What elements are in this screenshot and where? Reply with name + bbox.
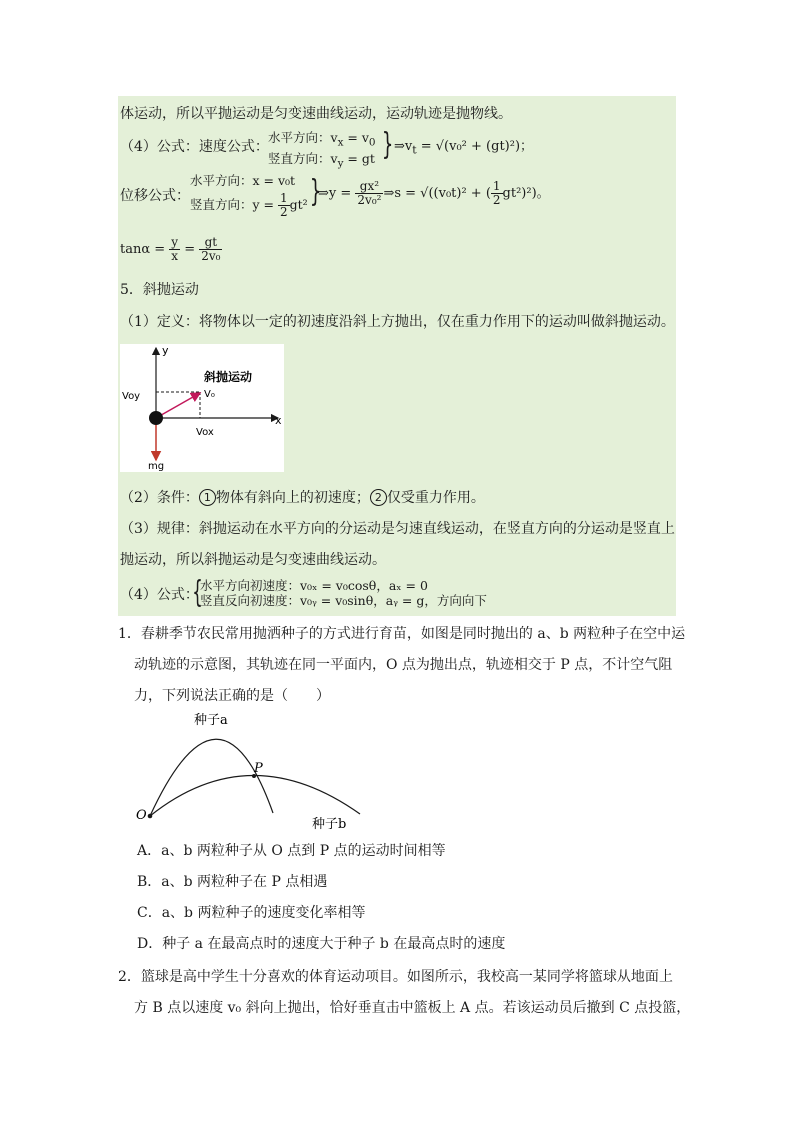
q1-line1: 1．春耕季节农民常用抛洒种子的方式进行育苗，如图是同时抛出的 a、b 两粒种子在空中运 [118, 626, 686, 642]
q1-line3: 力，下列说法正确的是（ ） [134, 688, 330, 704]
section5-formula-label: （4）公式： [120, 587, 199, 603]
section5-rule-line1: （3）规律：斜抛运动在水平方向的分运动是匀速直线运动，在竖直方向的分运动是竖直上 [120, 521, 675, 537]
oblique-throw-svg [120, 344, 284, 472]
voy-label: Voy [122, 391, 141, 402]
tan-formula: tanα = $\frac{y}{x}$ = $\frac{gt}{\text{2v₀}}$ [120, 235, 221, 263]
vox-label: Vox [196, 427, 214, 438]
q1-option-b[interactable]: B．a、b 两粒种子在 P 点相遇 [137, 874, 328, 890]
circled-number-icon: 2 [370, 489, 387, 506]
q2-line2: 方 B 点以速度 v₀ 斜向上抛出，恰好垂直击中篮板上 A 点。若该运动员后撤到 C 点投篮， [134, 1000, 691, 1016]
mg-label: mg [148, 461, 165, 472]
velocity-formula-components [268, 130, 376, 171]
q1-option-c[interactable]: C．a、b 两粒种子的速度变化率相等 [137, 905, 366, 921]
vo-label: V₀ [204, 389, 215, 400]
right-brace-icon: } [381, 127, 394, 162]
p-label: P [254, 761, 263, 776]
section5-rule-line2: 抛运动，所以斜抛运动是匀变速曲线运动。 [120, 552, 386, 568]
velocity-horizontal: 水平方向：$v_x = v_0$ [268, 130, 376, 149]
displacement-vertical: 竖直方向：y = $\frac{1}{2}$ gt² [190, 191, 308, 219]
circled-number-icon: 1 [199, 489, 216, 506]
o-label: O [136, 808, 147, 823]
right-brace-icon: } [309, 174, 322, 209]
intro-line: 体运动，所以平抛运动是匀变速曲线运动，运动轨迹是抛物线。 [120, 106, 512, 122]
section5-condition: （2）条件： 1 物体有斜向上的初速度； 2 仅受重力作用。 [120, 490, 485, 506]
section5-definition: （1）定义：将物体以一定的初速度沿斜上方抛出，仅在重力作用下的运动叫做斜抛运动。 [120, 314, 675, 330]
velocity-formula-label: （4）公式：速度公式： [120, 139, 269, 155]
seed-trajectory-figure [134, 710, 364, 832]
velocity-result: $\Rightarrow v_t = √(v_0^2 + (gt)^2)$； [394, 139, 534, 157]
x-axis-label: x [275, 414, 282, 427]
seed-a-label: 种子a [194, 713, 228, 728]
velocity-vertical: 竖直方向：$v_y$ = gt [268, 150, 375, 169]
q1-option-d[interactable]: D．种子 a 在最高点时的速度大于种子 b 在最高点时的速度 [137, 936, 506, 952]
seed-b-label: 种子b [312, 817, 347, 832]
oblique-throw-diagram [120, 344, 284, 472]
q1-line2: 动轨迹的示意图，其轨迹在同一平面内，O 点为抛出点，轨迹相交于 P 点，不计空气阻 [134, 657, 673, 673]
projectile-ball [149, 411, 163, 425]
y-axis-label: y [162, 344, 169, 357]
left-brace-icon: { [192, 575, 203, 610]
section5-title: 5．斜抛运动 [120, 282, 199, 298]
trajectory-b [150, 775, 360, 816]
displacement-formula-label: 位移公式： [120, 188, 190, 204]
q1-option-a[interactable]: A．a、b 两粒种子从 O 点到 P 点的运动时间相等 [137, 843, 446, 859]
displacement-horizontal: 水平方向：x = v₀t [190, 173, 296, 188]
diagram-title: 斜抛运动 [204, 370, 253, 384]
section5-formula-lines: 水平方向初速度：v₀ₓ = v₀cosθ，aₓ = 0 竖直反向初速度：v₀ᵧ = v₀sinθ，aᵧ = g，方向向下 [200, 578, 487, 608]
seed-trajectory-svg [134, 710, 364, 832]
point-o [148, 814, 153, 819]
q2-line1: 2．篮球是高中学生十分喜欢的体育运动项目。如图所示，我校高一某同学将篮球从地面上 [118, 969, 673, 985]
displacement-result: ⇒y = $\frac{\text{gx²}}{\text{2v₀²}}$ ⇒s = √((v₀t)² + ( $\frac{1}{2}$ gt²)²)。 [318, 179, 550, 207]
initial-velocity-arrow [156, 393, 200, 418]
